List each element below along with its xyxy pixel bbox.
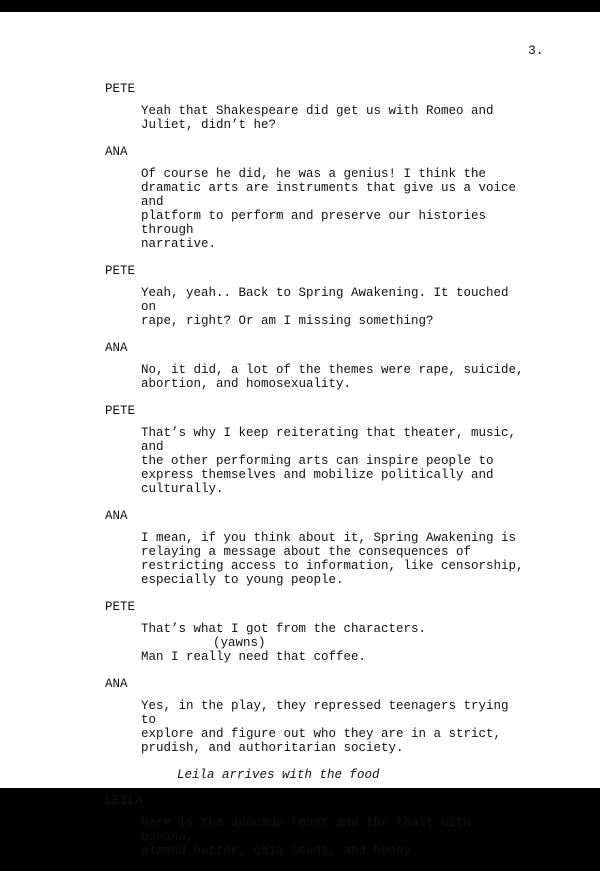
dialogue-line: prudish, and authoritarian society. — [141, 741, 404, 755]
character-name: PETE — [105, 82, 136, 96]
dialogue-line: especially to young people. — [141, 573, 344, 587]
script-page — [0, 12, 600, 858]
dialogue-line: Of course he did, he was a genius! I think the — [141, 167, 487, 181]
dialogue-line: abortion, and homosexuality. — [141, 377, 352, 391]
dialogue-block — [0, 677, 600, 755]
character-name: ANA — [105, 341, 128, 355]
character-name: LEILA — [105, 794, 143, 808]
script-body — [0, 82, 600, 871]
stage-direction: Leila arrives with the food — [177, 768, 380, 782]
dialogue-line: restricting access to information, like censorship, — [141, 559, 524, 573]
dialogue-line: express themselves and mobilize politically and — [141, 468, 494, 482]
dialogue-line: That’s what I got from the characters. — [141, 622, 427, 636]
dialogue-block — [0, 509, 600, 587]
parenthetical: (yawns) — [213, 636, 266, 650]
dialogue-block — [0, 264, 600, 328]
dialogue-line: relaying a message about the consequences of — [141, 545, 472, 559]
character-name: ANA — [105, 145, 128, 159]
dialogue-block — [0, 794, 600, 858]
dialogue-block — [0, 82, 600, 132]
dialogue-line: Here is the avocado toast and the toast with banana, — [141, 816, 472, 844]
character-name: PETE — [105, 264, 136, 278]
character-name: ANA — [105, 509, 128, 523]
dialogue-line: Yeah that Shakespeare did get us with Romeo and — [141, 104, 494, 118]
dialogue-line: almond butter, chia seeds, and honey. — [141, 844, 419, 858]
dialogue-line: That’s why I keep reiterating that theater, music, and — [141, 426, 517, 454]
character-name: PETE — [105, 404, 136, 418]
dialogue-line: culturally. — [141, 482, 224, 496]
dialogue-line: Yes, in the play, they repressed teenagers trying to — [141, 699, 509, 727]
dialogue-line: the other performing arts can inspire people to — [141, 454, 494, 468]
dialogue-block — [0, 404, 600, 496]
dialogue-line: rape, right? Or am I missing something? — [141, 314, 434, 328]
dialogue-line: explore and figure out who they are in a strict, — [141, 727, 502, 741]
character-name: PETE — [105, 600, 136, 614]
character-name: ANA — [105, 677, 128, 691]
dialogue-line: narrative. — [141, 237, 217, 251]
dialogue-line: No, it did, a lot of the themes were rape, suicide, — [141, 363, 524, 377]
dialogue-block — [0, 600, 600, 664]
dialogue-line: I mean, if you think about it, Spring Awakening is — [141, 531, 517, 545]
dialogue-block — [0, 341, 600, 391]
page-number: 3. — [528, 43, 544, 58]
dialogue-line: Man I really need that coffee. — [141, 650, 367, 664]
dialogue-line: Yeah, yeah.. Back to Spring Awakening. It touched on — [141, 286, 509, 314]
dialogue-line: Juliet, didn’t he? — [141, 118, 277, 132]
dialogue-line: dramatic arts are instruments that give us a voice and — [141, 181, 517, 209]
dialogue-line: platform to perform and preserve our histories through — [141, 209, 487, 237]
dialogue-block — [0, 145, 600, 251]
